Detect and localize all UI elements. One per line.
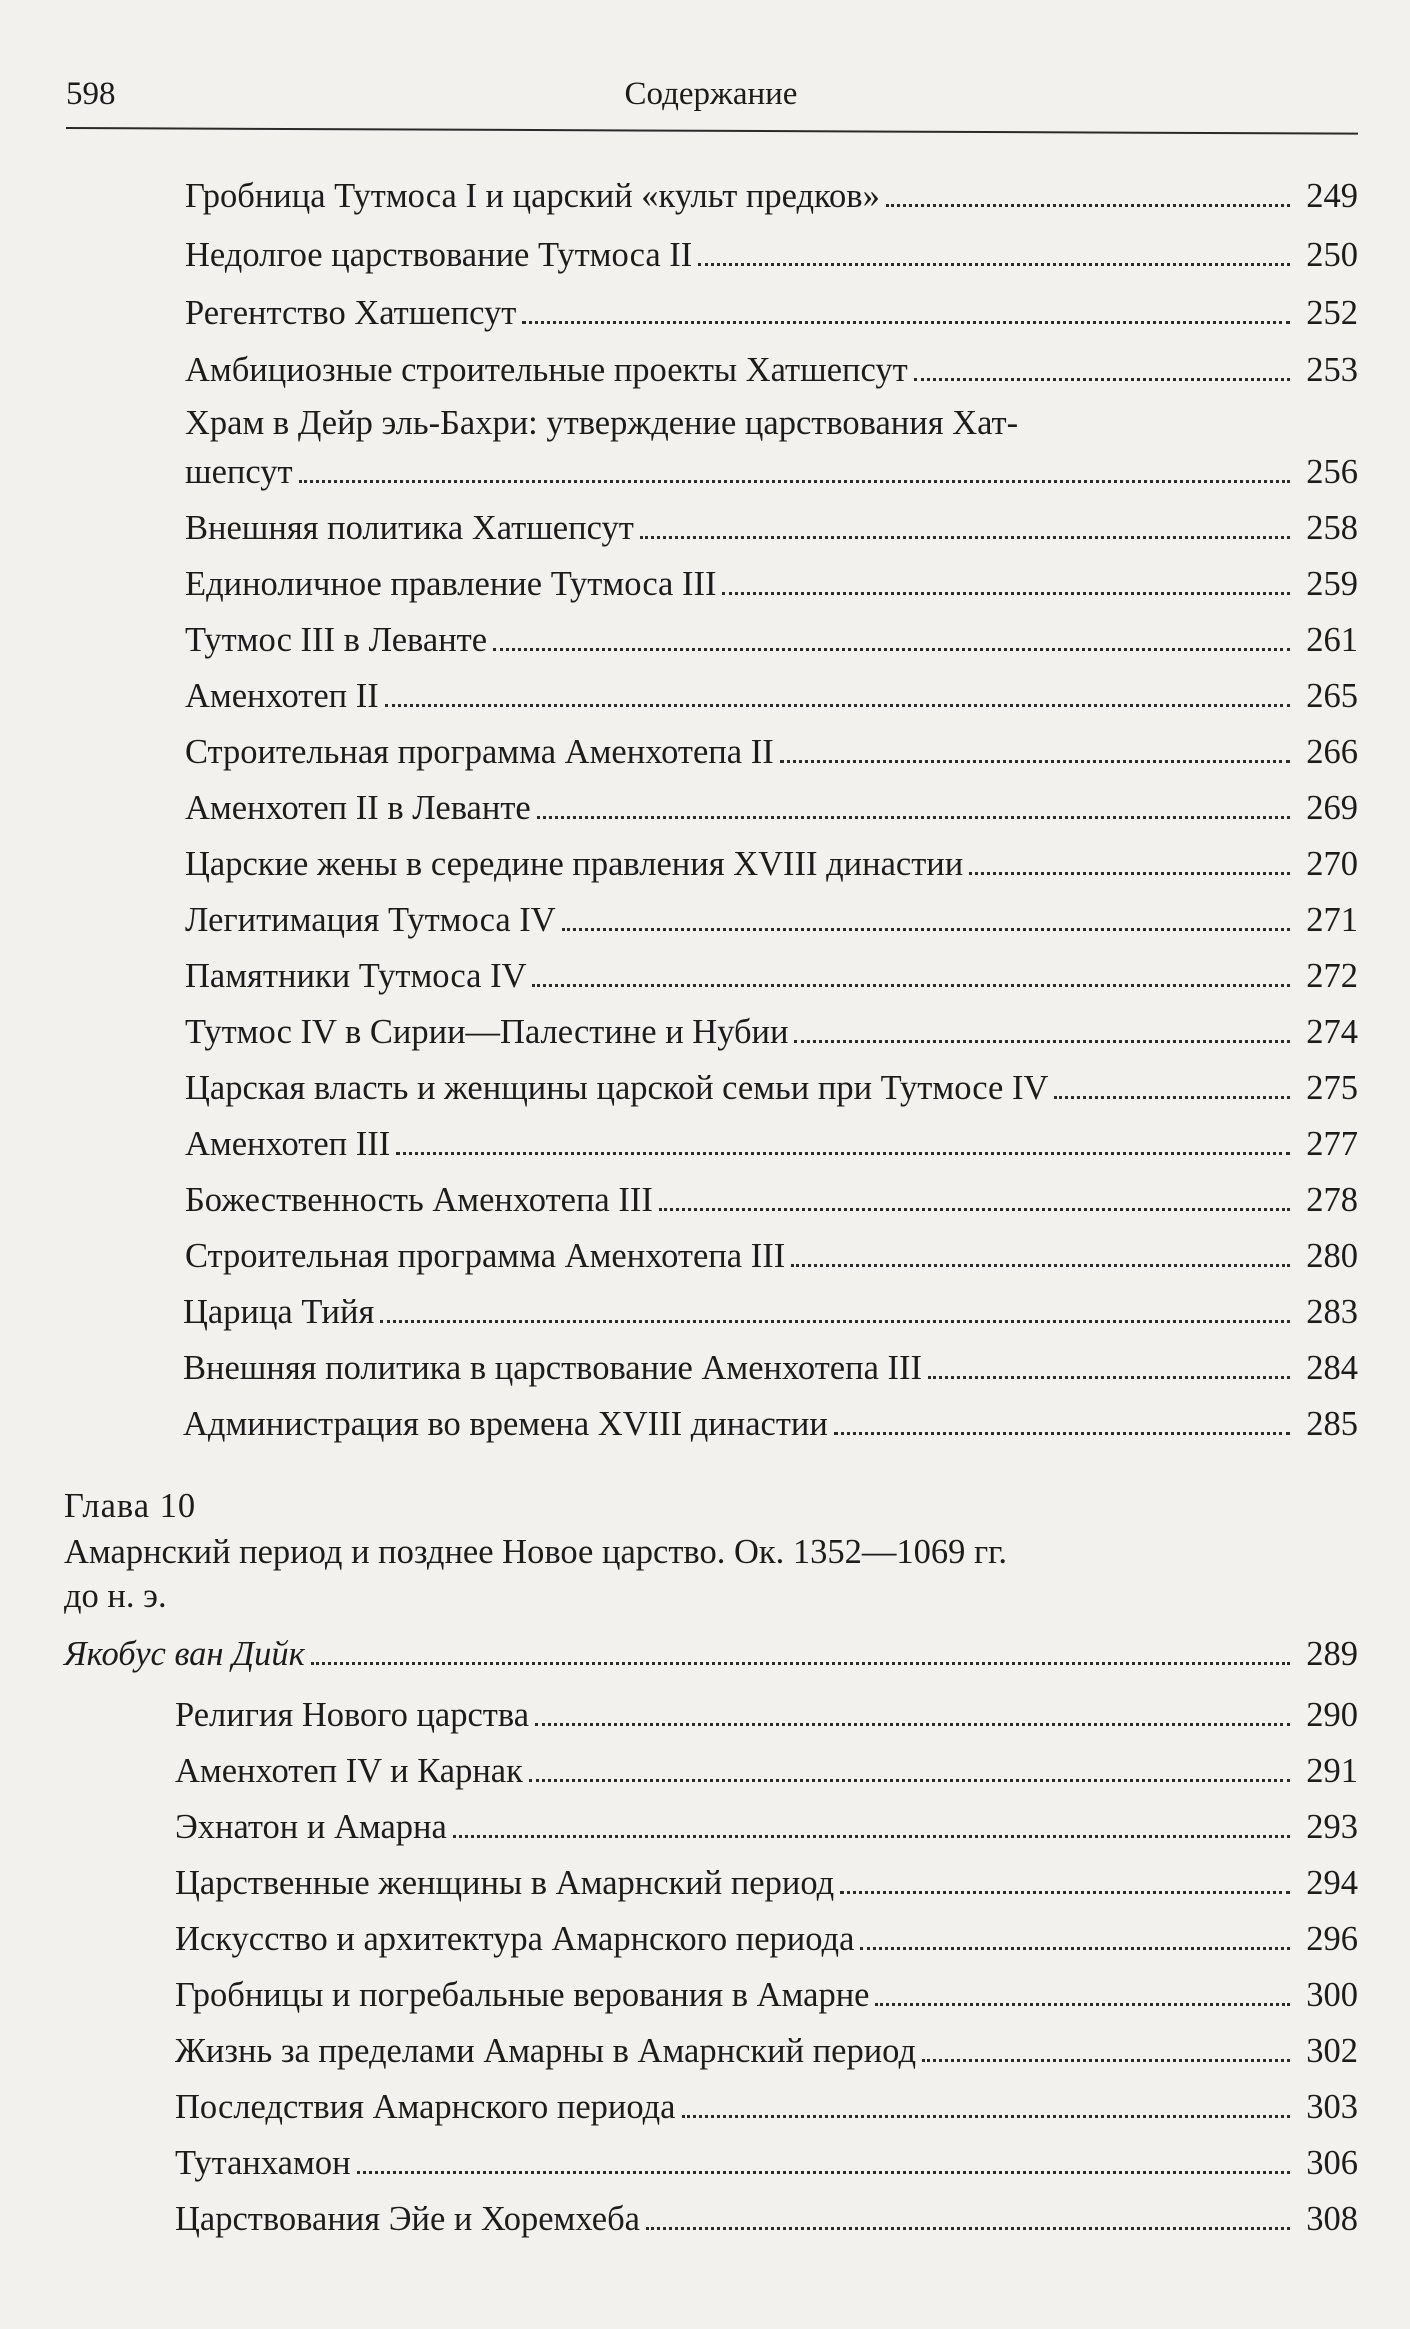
toc-entry-title: Аменхотеп II	[185, 677, 379, 715]
toc-entry-page: 274	[1306, 1013, 1358, 1051]
toc-entry-title: Строительная программа Аменхотепа III	[185, 1237, 786, 1275]
toc-entry	[185, 350, 1358, 390]
chapter-title-line1: Амарнский период и позднее Новое царство. Ок. 1352—1069 гг.	[64, 1533, 1008, 1571]
toc-entry-page: 280	[1306, 1237, 1358, 1275]
chapter-label: Глава 10	[64, 1487, 197, 1525]
toc-entry	[183, 1292, 1358, 1332]
leader-dots	[860, 1917, 1290, 1950]
leader-dots	[922, 2029, 1290, 2062]
toc-entry-title: Храм в Дейр эль-Бахри: утверждение царствования Хат-	[185, 404, 1019, 442]
toc-entry-page: 303	[1306, 2088, 1358, 2126]
toc-entry-page: 289	[1306, 1635, 1358, 1673]
toc-entry	[185, 1012, 1358, 1052]
toc-entry-title: Эхнатон и Амарна	[175, 1808, 447, 1846]
toc-entry-title: Гробница Тутмоса I и царский «культ предков»	[185, 177, 880, 215]
toc-entry-title: Тутмос III в Леванте	[185, 621, 488, 659]
toc-entry-page: 294	[1306, 1864, 1358, 1902]
toc-entry-page: 293	[1306, 1808, 1358, 1846]
toc-entry	[175, 1751, 1358, 1791]
toc-entry-page: 269	[1306, 789, 1358, 827]
toc-entry	[175, 2031, 1358, 2071]
toc-entry	[185, 844, 1358, 884]
toc-entry-page: 272	[1306, 957, 1358, 995]
toc-entry	[183, 1348, 1358, 1388]
leader-dots	[1054, 1066, 1290, 1099]
leader-dots	[385, 674, 1290, 707]
toc-entry	[175, 1863, 1358, 1903]
toc-entry	[175, 2143, 1358, 2183]
toc-entry-page: 266	[1306, 733, 1358, 771]
leader-dots	[886, 174, 1290, 207]
toc-entry-page: 256	[1306, 453, 1358, 491]
toc-entry	[185, 564, 1358, 604]
toc-entry-title: Легитимация Тутмоса IV	[185, 901, 556, 939]
toc-entry-page: 277	[1306, 1125, 1358, 1163]
toc-entry	[185, 1068, 1358, 1108]
toc-entry-title: Царица Тийя	[183, 1293, 375, 1331]
toc-entry-title: Царские жены в середине правления XVIII династии	[185, 845, 964, 883]
leader-dots	[969, 842, 1290, 875]
toc-entry-title: Божественность Аменхотепа III	[185, 1181, 653, 1219]
leader-dots	[646, 2197, 1290, 2230]
toc-entry-page: 290	[1306, 1696, 1358, 1734]
toc-entry	[185, 1180, 1358, 1220]
toc-entry-title: Строительная программа Аменхотепа II	[185, 733, 774, 771]
toc-entry-title: Царствования Эйе и Хоремхеба	[175, 2200, 640, 2238]
toc-entry	[185, 620, 1358, 660]
toc-entry-title: Внешняя политика в царствование Аменхотепа III	[183, 1349, 922, 1387]
toc-entry-page: 261	[1306, 621, 1358, 659]
toc-entry-title: Аменхотеп III	[185, 1125, 391, 1163]
toc-entry-page: 275	[1306, 1069, 1358, 1107]
leader-dots	[562, 898, 1290, 931]
toc-entry-title: Царственные женщины в Амарнский период	[175, 1864, 835, 1902]
leader-dots	[914, 348, 1290, 381]
leader-dots	[380, 1290, 1290, 1323]
toc-entry-page: 300	[1306, 1976, 1358, 2014]
toc-entry-title: Администрация во времена XVIII династии	[183, 1405, 828, 1443]
leader-dots	[537, 786, 1290, 819]
leader-dots	[311, 1632, 1290, 1665]
page-number: 598	[66, 76, 116, 112]
leader-dots	[299, 450, 1290, 483]
toc-entry-title: Тутмос IV в Сирии—Палестине и Нубии	[185, 1013, 789, 1051]
leader-dots	[532, 954, 1290, 987]
leader-dots	[928, 1346, 1290, 1379]
chapter-title-line2: до н. э.	[64, 1577, 167, 1615]
toc-entry	[175, 1695, 1358, 1735]
toc-entry-page: 291	[1306, 1752, 1358, 1790]
toc-entry-page: 258	[1306, 509, 1358, 547]
toc-entry-title: Аменхотеп II в Леванте	[185, 789, 531, 827]
toc-entry-page: 265	[1306, 677, 1358, 715]
toc-entry-page: 259	[1306, 565, 1358, 603]
toc-entry-title: Памятники Тутмоса IV	[185, 957, 527, 995]
leader-dots	[493, 618, 1290, 651]
toc-entry-line1	[185, 403, 1358, 443]
toc-entry-page: 296	[1306, 1920, 1358, 1958]
toc-entry-page: 252	[1306, 294, 1358, 332]
toc-entry-title: Искусство и архитектура Амарнского периода	[175, 1920, 855, 1958]
running-title: Содержание	[624, 76, 798, 112]
toc-entry-page: 278	[1306, 1181, 1358, 1219]
leader-dots	[522, 291, 1290, 324]
toc-entry	[185, 176, 1358, 216]
page-header	[66, 76, 1356, 120]
leader-dots	[780, 730, 1290, 763]
toc-entry-title: Тутанхамон	[175, 2144, 351, 2182]
toc-entry-page: 284	[1306, 1349, 1358, 1387]
chapter-author-entry	[64, 1634, 1358, 1674]
toc-entry	[185, 1236, 1358, 1276]
leader-dots	[396, 1122, 1290, 1155]
leader-dots	[535, 1693, 1290, 1726]
toc-entry	[185, 900, 1358, 940]
toc-entry-page: 250	[1306, 236, 1358, 274]
toc-entry	[185, 788, 1358, 828]
toc-entry	[185, 508, 1358, 548]
leader-dots	[682, 2085, 1291, 2118]
leader-dots	[357, 2141, 1290, 2174]
toc-entry-title: шепсут	[185, 453, 293, 491]
leader-dots	[453, 1805, 1290, 1838]
toc-entry	[185, 1124, 1358, 1164]
toc-entry	[183, 1404, 1358, 1444]
chapter-author: Якобус ван Дийк	[64, 1635, 305, 1673]
toc-entry	[175, 2087, 1358, 2127]
leader-dots	[529, 1749, 1290, 1782]
toc-entry-title: Единоличное правление Тутмоса III	[185, 565, 717, 603]
toc-entry-title: Гробницы и погребальные верования в Амарне	[175, 1976, 870, 2014]
toc-entry-title: Внешняя политика Хатшепсут	[185, 509, 634, 547]
leader-dots	[875, 1973, 1290, 2006]
toc-entry-title: Аменхотеп IV и Карнак	[175, 1752, 523, 1790]
toc-entry	[185, 956, 1358, 996]
leader-dots	[698, 233, 1290, 266]
toc-entry-page: 306	[1306, 2144, 1358, 2182]
toc-entry-page: 283	[1306, 1293, 1358, 1331]
toc-entry	[175, 2199, 1358, 2239]
leader-dots	[834, 1402, 1290, 1435]
toc-entry	[185, 235, 1358, 275]
toc-entry	[185, 293, 1358, 333]
toc-entry-title: Последствия Амарнского периода	[175, 2088, 676, 2126]
toc-entry-page: 253	[1306, 351, 1358, 389]
toc-entry-title: Царская власть и женщины царской семьи при Тутмосе IV	[185, 1069, 1049, 1107]
leader-dots	[722, 562, 1290, 595]
leader-dots	[840, 1861, 1290, 1894]
toc-entry-title: Регентство Хатшепсут	[185, 294, 517, 332]
toc-entry-page: 270	[1306, 845, 1358, 883]
leader-dots	[791, 1234, 1290, 1267]
toc-entry-title: Религия Нового царства	[175, 1696, 530, 1734]
toc-entry-page: 271	[1306, 901, 1358, 939]
leader-dots	[640, 506, 1290, 539]
toc-entry-title: Недолгое царствование Тутмоса II	[185, 236, 693, 274]
leader-dots	[794, 1010, 1290, 1043]
toc-entry	[175, 1975, 1358, 2015]
toc-entry	[185, 676, 1358, 716]
toc-entry-page: 302	[1306, 2032, 1358, 2070]
toc-entry	[175, 1919, 1358, 1959]
leader-dots	[659, 1178, 1290, 1211]
toc-entry	[185, 452, 1358, 492]
header-rule	[66, 127, 1358, 135]
toc-entry-page: 308	[1306, 2200, 1358, 2238]
toc-entry-page: 249	[1306, 177, 1358, 215]
toc-entry-title: Жизнь за пределами Амарны в Амарнский период	[175, 2032, 916, 2070]
toc-entry	[185, 732, 1358, 772]
toc-entry-title: Амбициозные строительные проекты Хатшепсут	[185, 351, 908, 389]
toc-entry-page: 285	[1306, 1405, 1358, 1443]
toc-entry	[175, 1807, 1358, 1847]
